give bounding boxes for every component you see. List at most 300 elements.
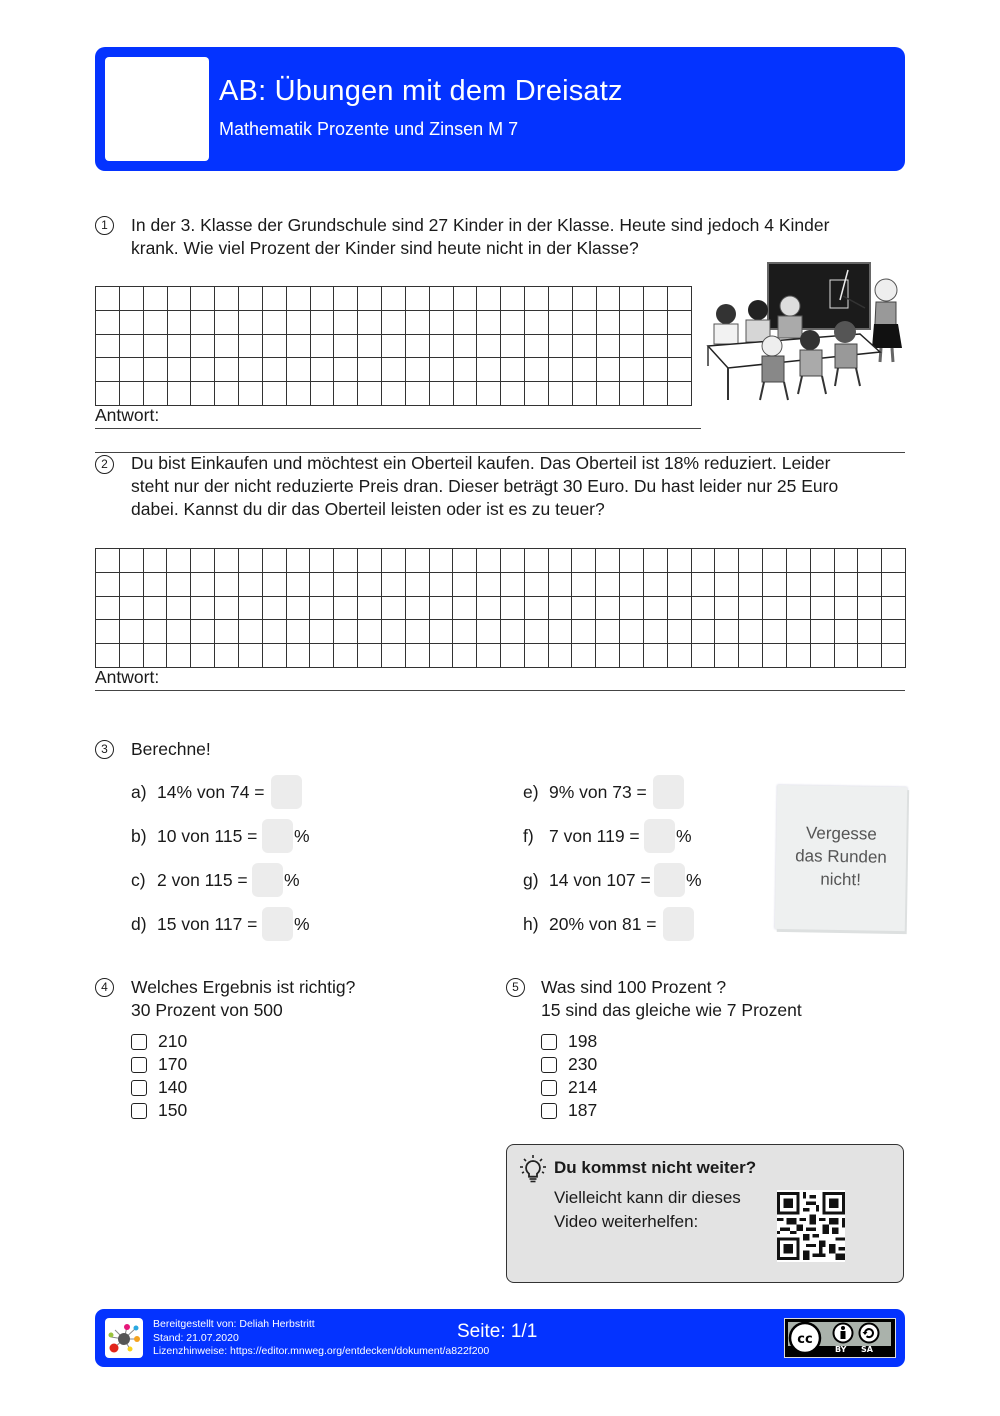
grid-cell[interactable]: [763, 620, 787, 644]
grid-cell[interactable]: [668, 620, 692, 644]
grid-cell[interactable]: [453, 549, 477, 573]
option-t5-230[interactable]: [541, 1053, 597, 1076]
grid-cell[interactable]: [668, 573, 692, 597]
grid-cell[interactable]: [311, 358, 335, 382]
answer-blank-h[interactable]: [663, 907, 694, 941]
grid-cell[interactable]: [144, 382, 168, 406]
grid-cell[interactable]: [263, 549, 287, 573]
grid-cell[interactable]: [215, 644, 239, 668]
grid-cell[interactable]: [406, 597, 430, 621]
grid-cell[interactable]: [263, 335, 287, 359]
grid-cell[interactable]: [406, 644, 430, 668]
grid-cell[interactable]: [596, 573, 620, 597]
grid-cell[interactable]: [215, 287, 239, 311]
grid-cell[interactable]: [334, 311, 358, 335]
grid-cell[interactable]: [310, 597, 334, 621]
grid-cell[interactable]: [406, 549, 430, 573]
grid-cell[interactable]: [811, 644, 835, 668]
option-t4-140[interactable]: [131, 1076, 187, 1099]
grid-cell[interactable]: [120, 358, 144, 382]
grid-cell[interactable]: [358, 358, 382, 382]
grid-cell[interactable]: [334, 573, 358, 597]
grid-cell[interactable]: [191, 549, 215, 573]
cc-by-sa-badge[interactable]: [784, 1318, 896, 1358]
grid-cell[interactable]: [477, 358, 501, 382]
grid-cell[interactable]: [620, 311, 644, 335]
checkbox[interactable]: [131, 1034, 147, 1050]
grid-cell[interactable]: [120, 644, 144, 668]
grid-cell[interactable]: [811, 549, 835, 573]
grid-cell[interactable]: [882, 597, 906, 621]
grid-cell[interactable]: [334, 358, 358, 382]
grid-cell[interactable]: [477, 335, 501, 359]
grid-cell[interactable]: [572, 597, 596, 621]
grid-cell[interactable]: [239, 597, 263, 621]
grid-cell[interactable]: [572, 573, 596, 597]
grid-cell[interactable]: [644, 620, 668, 644]
option-t5-214[interactable]: [541, 1076, 597, 1099]
grid-cell[interactable]: [287, 311, 311, 335]
grid-cell[interactable]: [549, 620, 573, 644]
grid-cell[interactable]: [644, 335, 668, 359]
option-t4-170[interactable]: [131, 1053, 187, 1076]
grid-cell[interactable]: [668, 335, 692, 359]
grid-cell[interactable]: [263, 382, 287, 406]
grid-cell[interactable]: [191, 358, 215, 382]
grid-cell[interactable]: [715, 597, 739, 621]
grid-cell[interactable]: [597, 287, 621, 311]
grid-cell[interactable]: [144, 597, 168, 621]
grid-cell[interactable]: [644, 597, 668, 621]
grid-cell[interactable]: [334, 382, 358, 406]
grid-cell[interactable]: [96, 358, 120, 382]
answer-line-2[interactable]: [95, 690, 905, 691]
grid-cell[interactable]: [263, 358, 287, 382]
grid-cell[interactable]: [239, 620, 263, 644]
grid-cell[interactable]: [239, 644, 263, 668]
option-t4-150[interactable]: [131, 1099, 187, 1122]
grid-cell[interactable]: [167, 644, 191, 668]
grid-cell[interactable]: [501, 644, 525, 668]
grid-cell[interactable]: [596, 597, 620, 621]
grid-cell[interactable]: [287, 335, 311, 359]
grid-cell[interactable]: [382, 358, 406, 382]
checkbox[interactable]: [541, 1080, 557, 1096]
grid-cell[interactable]: [597, 382, 621, 406]
grid-cell[interactable]: [715, 644, 739, 668]
grid-cell[interactable]: [287, 382, 311, 406]
grid-cell[interactable]: [430, 358, 454, 382]
grid-cell[interactable]: [620, 644, 644, 668]
grid-cell[interactable]: [358, 620, 382, 644]
grid-cell[interactable]: [96, 597, 120, 621]
grid-cell[interactable]: [787, 644, 811, 668]
grid-cell[interactable]: [96, 644, 120, 668]
answer-blank-f[interactable]: [644, 819, 675, 853]
option-t5-198[interactable]: [541, 1030, 597, 1053]
grid-cell[interactable]: [191, 573, 215, 597]
grid-cell[interactable]: [549, 549, 573, 573]
grid-cell[interactable]: [358, 311, 382, 335]
grid-cell[interactable]: [715, 549, 739, 573]
grid-cell[interactable]: [144, 287, 168, 311]
grid-cell[interactable]: [406, 573, 430, 597]
grid-cell[interactable]: [477, 573, 501, 597]
checkbox[interactable]: [541, 1057, 557, 1073]
grid-cell[interactable]: [573, 335, 597, 359]
grid-cell[interactable]: [430, 311, 454, 335]
grid-cell[interactable]: [430, 620, 454, 644]
grid-cell[interactable]: [620, 335, 644, 359]
grid-cell[interactable]: [858, 644, 882, 668]
grid-cell[interactable]: [525, 382, 549, 406]
grid-cell[interactable]: [382, 287, 406, 311]
license-link[interactable]: Lizenzhinweise: https://editor.mnweg.org/entdecken/dokument/a822f200: [153, 1345, 490, 1357]
grid-cell[interactable]: [739, 597, 763, 621]
grid-cell[interactable]: [787, 573, 811, 597]
grid-cell[interactable]: [191, 287, 215, 311]
grid-cell[interactable]: [525, 597, 549, 621]
grid-cell[interactable]: [597, 311, 621, 335]
grid-cell[interactable]: [430, 573, 454, 597]
grid-cell[interactable]: [96, 549, 120, 573]
grid-cell[interactable]: [287, 573, 311, 597]
grid-cell[interactable]: [668, 597, 692, 621]
grid-cell[interactable]: [454, 335, 478, 359]
grid-cell[interactable]: [287, 549, 311, 573]
grid-cell[interactable]: [167, 549, 191, 573]
grid-cell[interactable]: [310, 620, 334, 644]
grid-cell[interactable]: [644, 287, 668, 311]
grid-cell[interactable]: [739, 620, 763, 644]
grid-cell[interactable]: [358, 597, 382, 621]
checkbox[interactable]: [131, 1103, 147, 1119]
grid-cell[interactable]: [215, 311, 239, 335]
grid-cell[interactable]: [620, 597, 644, 621]
grid-cell[interactable]: [477, 549, 501, 573]
checkbox[interactable]: [131, 1080, 147, 1096]
grid-cell[interactable]: [668, 358, 692, 382]
grid-cell[interactable]: [239, 382, 263, 406]
grid-cell[interactable]: [310, 573, 334, 597]
grid-cell[interactable]: [573, 311, 597, 335]
grid-cell[interactable]: [477, 597, 501, 621]
grid-cell[interactable]: [215, 358, 239, 382]
grid-cell[interactable]: [668, 644, 692, 668]
answer-blank-e[interactable]: [653, 775, 684, 809]
grid-cell[interactable]: [453, 644, 477, 668]
grid-cell[interactable]: [882, 620, 906, 644]
grid-cell[interactable]: [334, 644, 358, 668]
grid-cell[interactable]: [144, 335, 168, 359]
grid-cell[interactable]: [215, 573, 239, 597]
grid-cell[interactable]: [620, 549, 644, 573]
grid-cell[interactable]: [334, 597, 358, 621]
grid-cell[interactable]: [549, 597, 573, 621]
grid-cell[interactable]: [168, 335, 192, 359]
grid-cell[interactable]: [167, 620, 191, 644]
answer-blank-b[interactable]: [262, 819, 293, 853]
grid-cell[interactable]: [620, 620, 644, 644]
grid-cell[interactable]: [835, 573, 859, 597]
grid-cell[interactable]: [858, 573, 882, 597]
grid-cell[interactable]: [573, 358, 597, 382]
grid-cell[interactable]: [358, 573, 382, 597]
grid-cell[interactable]: [763, 549, 787, 573]
grid-cell[interactable]: [811, 573, 835, 597]
grid-cell[interactable]: [525, 644, 549, 668]
qr-code[interactable]: [777, 1190, 845, 1262]
grid-cell[interactable]: [763, 597, 787, 621]
grid-cell[interactable]: [430, 644, 454, 668]
grid-cell[interactable]: [144, 573, 168, 597]
grid-cell[interactable]: [239, 311, 263, 335]
grid-cell[interactable]: [858, 620, 882, 644]
answer-blank-g[interactable]: [654, 863, 685, 897]
grid-cell[interactable]: [715, 573, 739, 597]
grid-cell[interactable]: [191, 620, 215, 644]
grid-cell[interactable]: [311, 311, 335, 335]
grid-cell[interactable]: [692, 620, 716, 644]
grid-cell[interactable]: [668, 382, 692, 406]
grid-cell[interactable]: [596, 549, 620, 573]
grid-cell[interactable]: [263, 573, 287, 597]
grid-cell[interactable]: [454, 287, 478, 311]
grid-cell[interactable]: [96, 335, 120, 359]
grid-cell[interactable]: [882, 549, 906, 573]
grid-cell[interactable]: [858, 597, 882, 621]
answer-line-1[interactable]: [95, 428, 701, 429]
grid-cell[interactable]: [501, 358, 525, 382]
grid-cell[interactable]: [525, 311, 549, 335]
grid-cell[interactable]: [501, 311, 525, 335]
grid-cell[interactable]: [858, 549, 882, 573]
grid-cell[interactable]: [454, 358, 478, 382]
grid-cell[interactable]: [525, 358, 549, 382]
grid-cell[interactable]: [120, 335, 144, 359]
answer-blank-d[interactable]: [262, 907, 293, 941]
grid-cell[interactable]: [525, 287, 549, 311]
grid-cell[interactable]: [430, 597, 454, 621]
grid-cell[interactable]: [239, 358, 263, 382]
grid-cell[interactable]: [453, 620, 477, 644]
grid-cell[interactable]: [191, 311, 215, 335]
grid-cell[interactable]: [835, 644, 859, 668]
grid-cell[interactable]: [573, 287, 597, 311]
grid-cell[interactable]: [310, 549, 334, 573]
grid-cell[interactable]: [96, 311, 120, 335]
grid-cell[interactable]: [572, 549, 596, 573]
grid-cell[interactable]: [406, 382, 430, 406]
grid-cell[interactable]: [120, 620, 144, 644]
grid-cell[interactable]: [263, 597, 287, 621]
grid-cell[interactable]: [215, 597, 239, 621]
grid-cell[interactable]: [96, 287, 120, 311]
grid-cell[interactable]: [882, 573, 906, 597]
grid-cell[interactable]: [549, 644, 573, 668]
grid-cell[interactable]: [739, 644, 763, 668]
grid-cell[interactable]: [477, 620, 501, 644]
grid-cell[interactable]: [144, 311, 168, 335]
grid-cell[interactable]: [382, 311, 406, 335]
grid-cell[interactable]: [168, 311, 192, 335]
grid-cell[interactable]: [310, 644, 334, 668]
grid-cell[interactable]: [358, 382, 382, 406]
option-t5-187[interactable]: [541, 1099, 597, 1122]
checkbox[interactable]: [541, 1103, 557, 1119]
grid-cell[interactable]: [501, 573, 525, 597]
grid-cell[interactable]: [525, 620, 549, 644]
grid-cell[interactable]: [739, 573, 763, 597]
grid-cell[interactable]: [477, 311, 501, 335]
grid-cell[interactable]: [477, 644, 501, 668]
grid-cell[interactable]: [382, 644, 406, 668]
grid-cell[interactable]: [287, 287, 311, 311]
grid-cell[interactable]: [477, 287, 501, 311]
grid-cell[interactable]: [430, 549, 454, 573]
grid-cell[interactable]: [597, 335, 621, 359]
grid-cell[interactable]: [287, 620, 311, 644]
grid-cell[interactable]: [334, 549, 358, 573]
grid-cell[interactable]: [120, 382, 144, 406]
grid-cell[interactable]: [287, 644, 311, 668]
grid-cell[interactable]: [191, 382, 215, 406]
grid-cell[interactable]: [644, 549, 668, 573]
grid-cell[interactable]: [430, 382, 454, 406]
grid-cell[interactable]: [692, 549, 716, 573]
checkbox[interactable]: [131, 1057, 147, 1073]
grid-cell[interactable]: [787, 549, 811, 573]
answer-grid-2[interactable]: [95, 548, 906, 668]
grid-cell[interactable]: [549, 382, 573, 406]
grid-cell[interactable]: [573, 382, 597, 406]
grid-cell[interactable]: [334, 287, 358, 311]
grid-cell[interactable]: [382, 382, 406, 406]
grid-cell[interactable]: [549, 573, 573, 597]
grid-cell[interactable]: [739, 549, 763, 573]
grid-cell[interactable]: [453, 597, 477, 621]
grid-cell[interactable]: [668, 549, 692, 573]
grid-cell[interactable]: [334, 335, 358, 359]
grid-cell[interactable]: [215, 549, 239, 573]
grid-cell[interactable]: [406, 287, 430, 311]
grid-cell[interactable]: [287, 597, 311, 621]
grid-cell[interactable]: [239, 549, 263, 573]
answer-blank-c[interactable]: [252, 863, 283, 897]
grid-cell[interactable]: [263, 311, 287, 335]
grid-cell[interactable]: [525, 549, 549, 573]
grid-cell[interactable]: [620, 358, 644, 382]
grid-cell[interactable]: [239, 335, 263, 359]
checkbox[interactable]: [541, 1034, 557, 1050]
grid-cell[interactable]: [215, 335, 239, 359]
grid-cell[interactable]: [120, 311, 144, 335]
grid-cell[interactable]: [596, 644, 620, 668]
grid-cell[interactable]: [430, 335, 454, 359]
grid-cell[interactable]: [120, 287, 144, 311]
grid-cell[interactable]: [549, 287, 573, 311]
grid-cell[interactable]: [168, 358, 192, 382]
grid-cell[interactable]: [882, 644, 906, 668]
grid-cell[interactable]: [358, 287, 382, 311]
grid-cell[interactable]: [406, 311, 430, 335]
grid-cell[interactable]: [96, 620, 120, 644]
grid-cell[interactable]: [787, 620, 811, 644]
grid-cell[interactable]: [454, 311, 478, 335]
answer-blank-a[interactable]: [271, 775, 302, 809]
grid-cell[interactable]: [168, 382, 192, 406]
grid-cell[interactable]: [406, 358, 430, 382]
grid-cell[interactable]: [144, 620, 168, 644]
grid-cell[interactable]: [144, 644, 168, 668]
grid-cell[interactable]: [120, 597, 144, 621]
grid-cell[interactable]: [96, 382, 120, 406]
option-t4-210[interactable]: [131, 1030, 187, 1053]
grid-cell[interactable]: [549, 335, 573, 359]
grid-cell[interactable]: [191, 597, 215, 621]
grid-cell[interactable]: [501, 620, 525, 644]
grid-cell[interactable]: [692, 573, 716, 597]
grid-cell[interactable]: [668, 311, 692, 335]
grid-cell[interactable]: [334, 620, 358, 644]
grid-cell[interactable]: [120, 573, 144, 597]
grid-cell[interactable]: [811, 597, 835, 621]
grid-cell[interactable]: [191, 335, 215, 359]
grid-cell[interactable]: [572, 620, 596, 644]
grid-cell[interactable]: [167, 573, 191, 597]
grid-cell[interactable]: [835, 597, 859, 621]
grid-cell[interactable]: [644, 382, 668, 406]
grid-cell[interactable]: [454, 382, 478, 406]
grid-cell[interactable]: [477, 382, 501, 406]
grid-cell[interactable]: [382, 597, 406, 621]
grid-cell[interactable]: [835, 549, 859, 573]
grid-cell[interactable]: [644, 644, 668, 668]
grid-cell[interactable]: [311, 335, 335, 359]
grid-cell[interactable]: [263, 620, 287, 644]
grid-cell[interactable]: [144, 549, 168, 573]
grid-cell[interactable]: [501, 597, 525, 621]
grid-cell[interactable]: [692, 644, 716, 668]
grid-cell[interactable]: [596, 620, 620, 644]
grid-cell[interactable]: [120, 549, 144, 573]
grid-cell[interactable]: [525, 335, 549, 359]
grid-cell[interactable]: [406, 335, 430, 359]
grid-cell[interactable]: [715, 620, 739, 644]
grid-cell[interactable]: [644, 311, 668, 335]
grid-cell[interactable]: [787, 597, 811, 621]
grid-cell[interactable]: [501, 549, 525, 573]
grid-cell[interactable]: [620, 573, 644, 597]
grid-cell[interactable]: [358, 644, 382, 668]
grid-cell[interactable]: [644, 573, 668, 597]
grid-cell[interactable]: [597, 358, 621, 382]
answer-grid-1[interactable]: [95, 286, 692, 406]
grid-cell[interactable]: [96, 573, 120, 597]
grid-cell[interactable]: [382, 620, 406, 644]
grid-cell[interactable]: [167, 597, 191, 621]
grid-cell[interactable]: [382, 573, 406, 597]
grid-cell[interactable]: [692, 597, 716, 621]
grid-cell[interactable]: [144, 358, 168, 382]
grid-cell[interactable]: [668, 287, 692, 311]
grid-cell[interactable]: [525, 573, 549, 597]
grid-cell[interactable]: [406, 620, 430, 644]
grid-cell[interactable]: [215, 382, 239, 406]
grid-cell[interactable]: [358, 335, 382, 359]
grid-cell[interactable]: [191, 644, 215, 668]
grid-cell[interactable]: [620, 287, 644, 311]
